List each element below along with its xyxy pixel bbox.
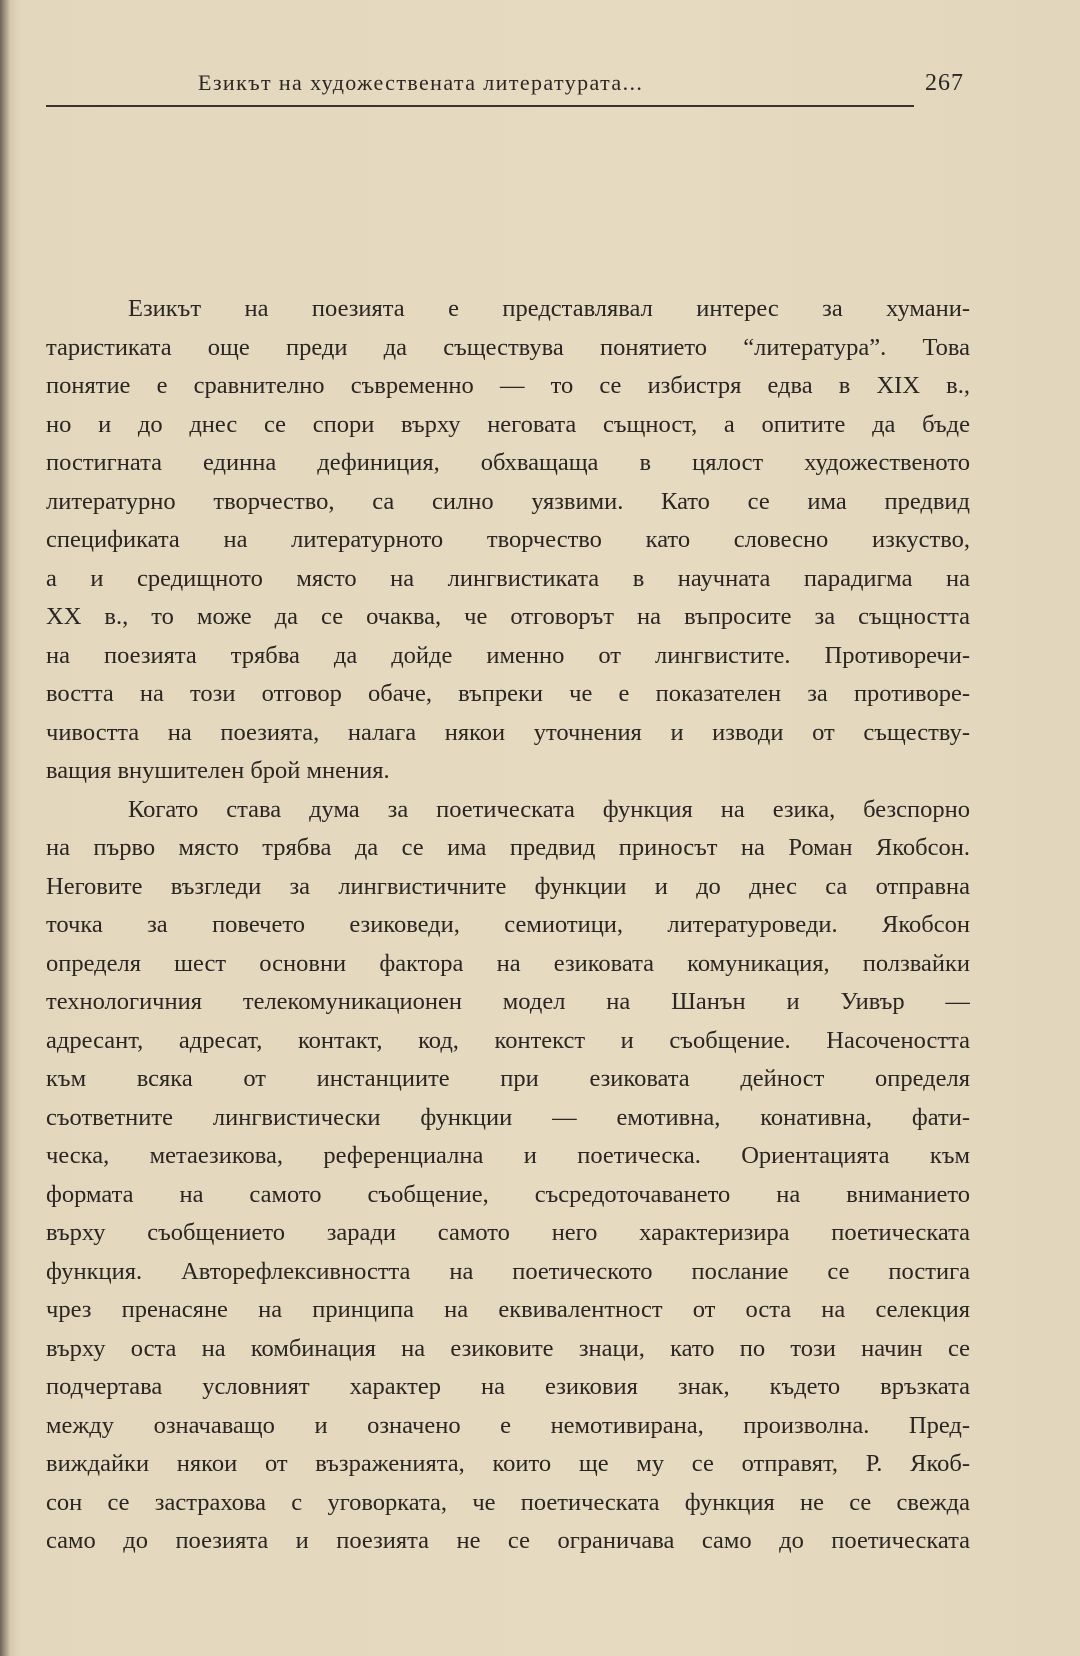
text-line: виждайки някои от възраженията, които ще му се отправят, Р. Якоб- <box>46 1450 970 1477</box>
text-line: сон се застрахова с уговорката, че поетическата функция не се свежда <box>46 1488 970 1516</box>
text-line: востта на този отговор обаче, въпреки че е показателен за противоре- <box>46 680 970 707</box>
text-line: на първо място трябва да се има предвид приносът на Роман Якобсон. <box>46 834 970 861</box>
text-line: чрез пренасяне на принципа на еквивалентност от оста на селекция <box>46 1296 970 1323</box>
text-line: адресант, адресат, контакт, код, контекст и съобщение. Насочеността <box>46 1026 970 1054</box>
text-line: постигната единна дефиниция, обхващаща в цялост художественото <box>46 449 970 476</box>
text-line: Езикът на поезията е представлявал интерес за хумани- <box>128 295 970 322</box>
text-line: технологичния телекомуникационен модел на Шанън и Уивър — <box>46 988 970 1015</box>
spine-shadow <box>0 0 10 1656</box>
text-line: функция. Авторефлексивността на поетическото послание се постига <box>46 1257 970 1285</box>
text-line: ческа, метаезикова, референциална и поетическа. Ориентацията към <box>46 1142 970 1169</box>
text-line: Когато става дума за поетическата функция на езика, безспорно <box>128 795 970 823</box>
body-text <box>46 290 970 1561</box>
text-line: точка за повечето езиковеди, семиотици, литературоведи. Якобсон <box>46 911 970 938</box>
text-line: XX в., то може да се очаква, че отговорът на въпросите за същността <box>46 603 970 630</box>
running-title: Езикът на художествената литературата... <box>198 70 644 95</box>
text-line: съответните лингвистически функции — емотивна, конативна, фати- <box>46 1103 970 1131</box>
text-line: а и средищното място на лингвистиката в научната парадигма на <box>46 564 970 592</box>
text-line: към всяка от инстанциите при езиковата дейност определя <box>46 1065 970 1092</box>
text-line: на поезията трябва да дойде именно от лингвистите. Противоречи- <box>46 641 970 669</box>
text-line: между означаващо и означено е немотивирана, произволна. Пред- <box>46 1411 970 1439</box>
text-line: само до поезията и поезията не се ограничава само до поетическата <box>46 1527 970 1554</box>
text-line: ващия внушителен брой мнения. <box>46 757 390 784</box>
page-number: 267 <box>925 70 964 96</box>
running-head <box>46 70 964 106</box>
text-line: определя шест основни фактора на езиковата комуникация, ползвайки <box>46 949 970 977</box>
text-line: таристиката още преди да съществува понятието “литература”. Това <box>46 333 970 361</box>
text-line: но и до днес се спори върху неговата същност, а опитите да бъде <box>46 410 970 438</box>
text-line: литературно творчество, са силно уязвими. Като се има предвид <box>46 487 970 515</box>
header-rule <box>46 105 914 107</box>
text-line: Неговите възгледи за лингвистичните функции и до днес са отправна <box>46 872 970 900</box>
text-line: понятие е сравнително съвременно — то се избистря едва в XIX в., <box>46 372 970 399</box>
text-line: спецификата на литературното творчество като словесно изкуство, <box>46 526 970 553</box>
text-line: формата на самото съобщение, съсредоточаването на вниманието <box>46 1180 970 1208</box>
text-line: върху оста на комбинация на езиковите знаци, като по този начин се <box>46 1334 970 1362</box>
text-line: подчертава условният характер на езиковия знак, където връзката <box>46 1373 970 1400</box>
text-line: чивостта на поезията, налага някои уточнения и изводи от съществу- <box>46 718 970 746</box>
text-line: върху съобщението заради самото него характеризира поетическата <box>46 1219 970 1246</box>
